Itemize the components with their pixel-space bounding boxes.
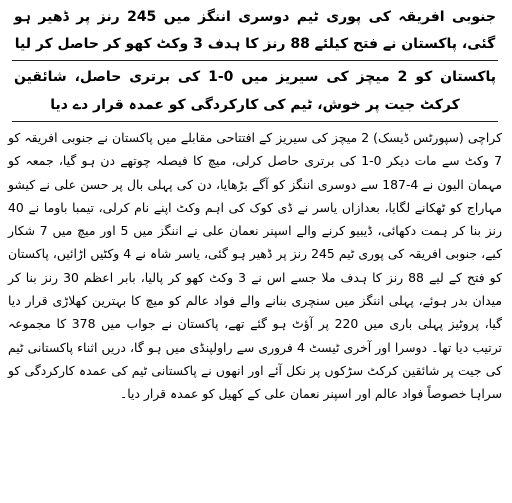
divider-top bbox=[12, 60, 498, 61]
divider-bottom bbox=[12, 121, 498, 122]
headline: جنوبی افریقہ کی پوری ٹیم دوسری اننگز میں 245 رنز پر ڈھیر ہو گئی، پاکستان نے فتح کیلئے 88 رنز کا ہدف 3 وکٹ کھو کر حاصل کر لیا bbox=[14, 9, 496, 52]
subheadline: پاکستان کو 2 میچز کی سیریز میں 0-1 کی برتری حاصل، شائقین کرکٹ جیت پر خوش، ٹیم کی کارکردگی کو عمدہ قرار دے دیا bbox=[14, 69, 496, 113]
article-body bbox=[8, 126, 502, 406]
body-paragraph: کراچی (سپورٹس ڈیسک) 2 میچز کی سیریز کے افتتاحی مقابلے میں پاکستان نے جنوبی افریقہ کو 7 وکٹ سے مات دیکر 0-1 کی برتری حاصل کرلی، میچ کا فیصلہ چوتھے دن ہو گیا، جمعہ کو مہمان الیون نے 4-187 سے دوسری اننگز کو آگے بڑھایا، دن کی پہلی بال پر حسن علی نے کیشو مہاراج کو ٹھکانے لگایا، بعدازاں یاسر نے ڈی کوک کی اہم وکٹ اپنے نام کرلی، تیمبا باوما نے 40 رنز بنا کر ہمت دکھائی، ڈیبیو کرنے والے اسپنر نعمان علی نے اننگز میں 5 اور میچ میں 7 شکار کیے، جنوبی افریقہ کی پوری ٹیم 245 رنز پر ڈھیر ہو گئی، یاسر شاہ نے 4 وکٹیں اڑائیں، پاکستان کو فتح کے لیے 88 رنز کا ہدف ملا جسے اس نے 3 وکٹ کھو کر پالیا، بابر اعظم 30 رنز بنا کر میدان بدر ہوئے، پہلی اننگز میں سنچری بنانے والے فواد عالم کو میچ کا بہترین کھلاڑی قرار دیا گیا، پروٹیز پہلی باری میں 220 پر آؤٹ ہو گئے تھے، پاکستان نے جواب میں 378 کا مجموعہ ترتیب دیا تھا۔ دوسرا اور آخری ٹیسٹ 4 فروری سے راولپنڈی میں ہو گا، دریں اثناء پاکستانی ٹیم کی جیت پر شائقین کرکٹ سڑکوں پر نکل آئے اور انھوں نے پاکستانی ٹیم کی عمدہ کارکردگی کو سراہا خصوصاً فواد عالم اور اسپنر نعمان علی کے کھیل کو عمدہ قرار دیا۔ bbox=[8, 130, 502, 402]
